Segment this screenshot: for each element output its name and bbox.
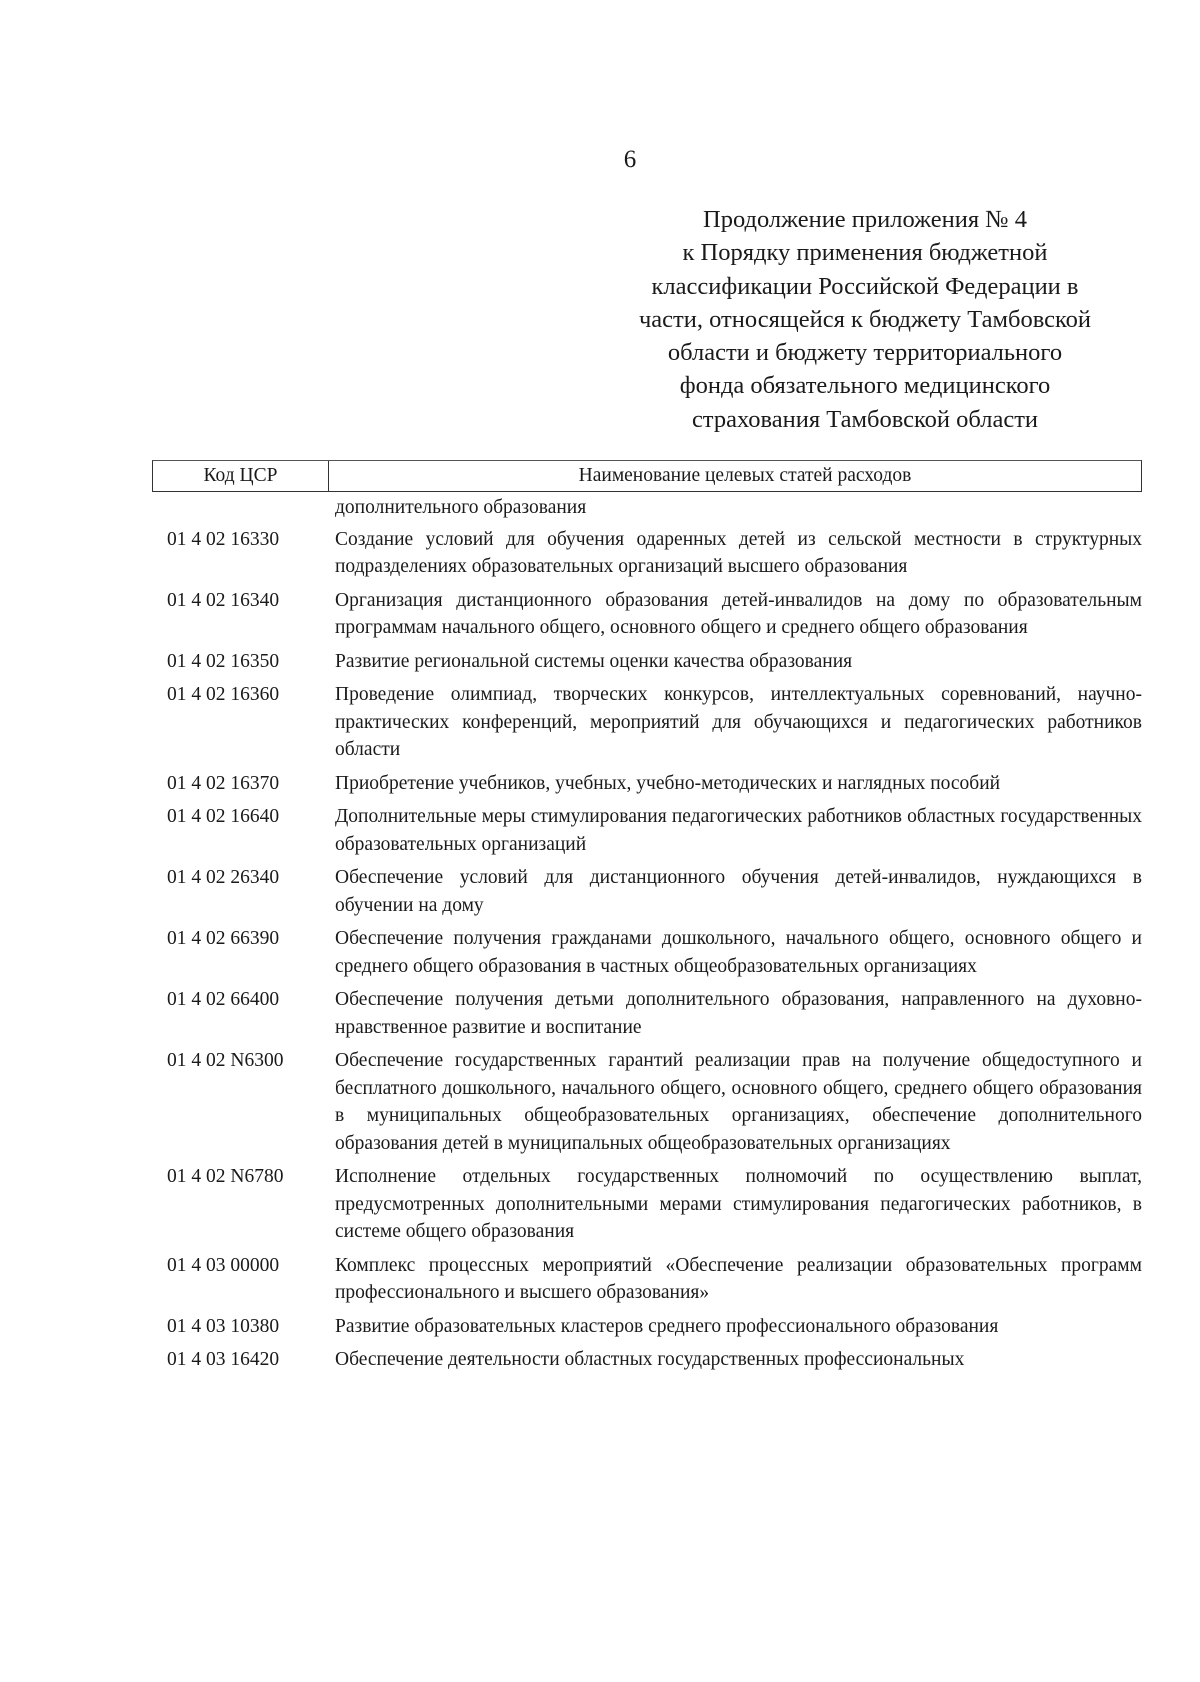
row-name: Развитие региональной системы оценки качества образования [335,650,853,672]
appendix-header [605,203,1125,436]
table-row [152,681,1142,764]
row-code: 01 4 02 N6300 [167,1050,284,1071]
table-row [152,648,1142,676]
appendix-header-line: страхования Тамбовской области [691,405,1039,433]
table-row [152,587,1142,642]
table-row [152,864,1142,919]
row-code: 01 4 03 00000 [167,1254,280,1276]
table-row [152,1047,1142,1157]
column-header-name: Наименование целевых статей расходов [578,465,912,486]
row-name: Развитие образовательных кластеров среднего профессионального образования [335,1315,999,1337]
table-row [152,1346,1142,1374]
row-code [152,494,327,522]
table-row [152,986,1142,1041]
table-row [152,1252,1142,1307]
page-number: 6 [623,146,637,173]
appendix-header-line: фонда обязательного медицинского [679,372,1051,400]
row-name: Комплекс процессных мероприятий «Обеспечение реализации образовательных программ профессионального и высшего образования» [335,1254,1142,1303]
table-row [152,803,1142,858]
row-name: Обеспечение получения гражданами дошкольного, начального общего, основного общего и среднего общего образования в частных общеобразовательных организациях [335,928,1142,977]
table-row [152,1163,1142,1246]
row-code: 01 4 02 16350 [167,650,280,672]
row-name: Организация дистанционного образования детей-инвалидов на дому по образовательным программам начального общего, основного общего и среднего общего образования [335,589,1142,638]
row-name: Проведение олимпиад, творческих конкурсов, интеллектуальных соревнований, научно-практических конференций, мероприятий для обучающихся и педагогических работников области [335,684,1142,760]
table-row [152,526,1142,581]
row-code: 01 4 02 66390 [167,928,280,949]
row-code: 01 4 03 10380 [167,1315,280,1337]
row-name: Обеспечение государственных гарантий реализации прав на получение общедоступного и бесплатного дошкольного, начального общего, основного общего, среднего общего образования в муниципальных общеобразовательных организациях, обеспечение дополнительного образования детей в муниципальных общеобразовательных организациях [335,1050,1142,1154]
row-name: Обеспечение деятельности областных государственных профессиональных [335,1349,965,1370]
row-name: Дополнительные меры стимулирования педагогических работников областных государственных образовательных организаций [335,806,1142,855]
appendix-header-line: к Порядку применения бюджетной [682,239,1048,267]
table-header [152,460,1142,492]
column-header-code: Код ЦСР [153,461,329,491]
appendix-header-line: части, относящейся к бюджету Тамбовской [638,305,1092,333]
row-code: 01 4 02 26340 [167,867,280,888]
row-code: 01 4 02 66400 [167,989,280,1010]
table-body [152,494,1142,1380]
row-name: Приобретение учебников, учебных, учебно-методических и наглядных пособий [335,772,1001,794]
row-code: 01 4 02 16360 [167,684,280,705]
row-code: 01 4 03 16420 [167,1349,280,1370]
table-row [152,1313,1142,1341]
row-code: 01 4 02 16370 [167,772,280,794]
table-row [152,770,1142,798]
row-code: 01 4 02 N6780 [167,1166,284,1187]
row-name: Создание условий для обучения одаренных детей из сельской местности в структурных подразделениях образовательных организаций высшего образования [335,528,1142,577]
row-code: 01 4 02 16340 [167,589,280,611]
appendix-header-line: Продолжение приложения № 4 [703,206,1027,233]
row-name: дополнительного образования [335,497,587,518]
table-row-continuation [152,494,1142,522]
row-name: Исполнение отдельных государственных полномочий по осуществлению выплат, предусмотренных дополнительными мерами стимулирования педагогических работников, в системе общего образования [335,1166,1142,1242]
table-row [152,925,1142,980]
row-name: Обеспечение получения детьми дополнительного образования, направленного на духовно-нравственное развитие и воспитание [335,989,1142,1038]
appendix-header-line: области и бюджету территориального [667,339,1063,367]
row-code: 01 4 02 16330 [167,528,280,550]
appendix-header-line: классификации Российской Федерации в [651,272,1079,300]
row-code: 01 4 02 16640 [167,806,280,827]
row-name: Обеспечение условий для дистанционного обучения детей-инвалидов, нуждающихся в обучении на дому [335,867,1142,916]
